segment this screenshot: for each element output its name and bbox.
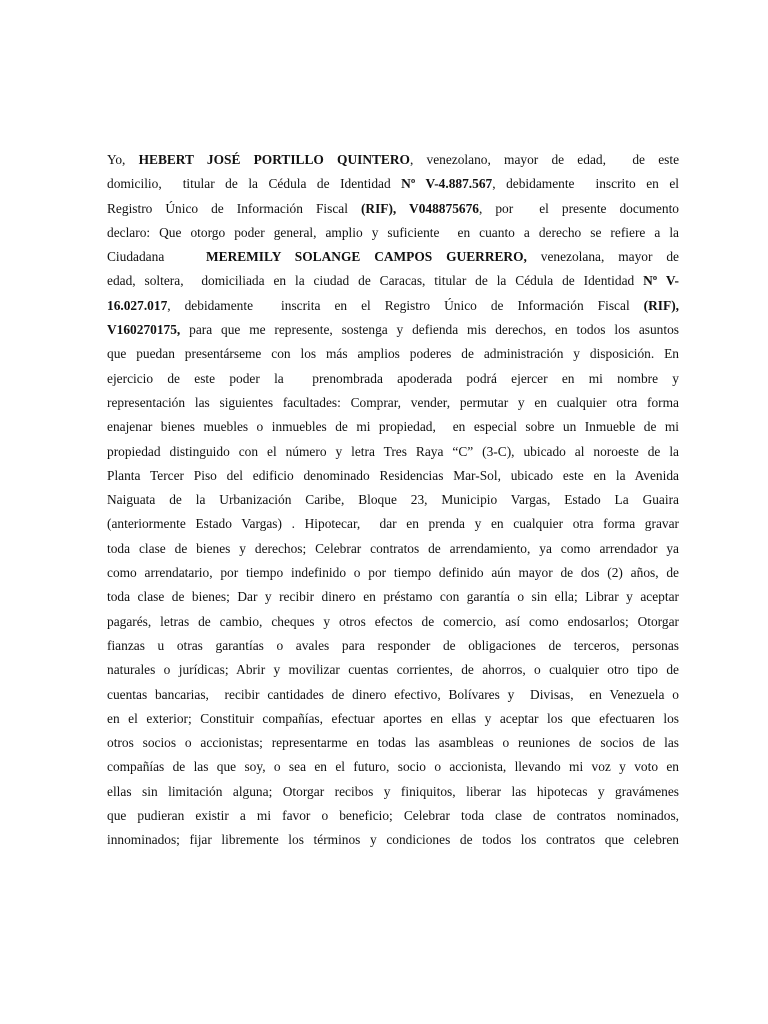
text-segment: enajenar bienes muebles o inmuebles de mi propiedad, en especial sobre un Inmueble de mi [107, 419, 679, 435]
text-line [107, 585, 679, 609]
text-segment: , por el presente documento [478, 200, 679, 216]
text-line [107, 512, 679, 536]
bold-text-segment: V160270175, [107, 322, 181, 338]
text-segment: como arrendatario, por tiempo indefinido o por tiempo definido aún mayor de dos (2) años, de [107, 565, 679, 581]
text-line [107, 221, 679, 245]
text-segment: ellas sin limitación alguna; Otorgar recibos y finiquitos, liberar las hipotecas y gravámenes [107, 783, 679, 799]
text-segment: ejercicio de este poder la prenombrada apoderada podrá ejercer en mi nombre y [107, 370, 679, 386]
text-segment: fianzas u otras garantías o avales para responder de obligaciones de terceros, personas [107, 637, 679, 653]
bold-text-segment: (RIF), [643, 297, 679, 313]
text-segment: en el exterior; Constituir compañías, efectuar aportes en ellas y aceptar los que efectuaren los [107, 710, 679, 726]
text-segment: declaro: Que otorgo poder general, amplio y suficiente en cuanto a derecho se refiere a la [107, 224, 679, 240]
text-line [107, 634, 679, 658]
text-segment: que pudieran existir a mi favor o beneficio; Celebrar toda clase de contratos nominados, [107, 808, 679, 824]
text-segment: edad, soltera, domiciliada en la ciudad de Caracas, titular de la Cédula de Identidad [107, 273, 644, 289]
text-line [107, 828, 679, 852]
text-line [107, 415, 679, 439]
text-segment: toda clase de bienes; Dar y recibir dinero en préstamo con garantía o sin ella; Librar y aceptar [107, 589, 679, 605]
text-line [107, 488, 679, 512]
document-body [107, 148, 679, 853]
text-segment: pagarés, letras de cambio, cheques y otros efectos de comercio, así como endosarlos; Otorgar [107, 613, 679, 629]
text-line [107, 464, 679, 488]
text-segment: , venezolano, mayor de edad, de este [409, 152, 679, 167]
text-line [107, 440, 679, 464]
bold-text-segment: Nº V-4.887.567 [401, 176, 493, 192]
text-segment: innominados; fijar libremente los términos y condiciones de todos los contratos que celebren [107, 832, 679, 848]
text-line [107, 561, 679, 585]
text-line [107, 780, 679, 804]
text-line [107, 391, 679, 415]
text-line [107, 342, 679, 366]
text-line [107, 269, 679, 293]
text-segment: otros socios o accionistas; representarme en todas las asambleas o reuniones de socios de las [107, 735, 679, 751]
text-segment: Yo, [107, 152, 139, 167]
text-line [107, 804, 679, 828]
text-segment: naturales o jurídicas; Abrir y movilizar cuentas corrientes, de ahorros, o cualquier otro tipo de [107, 662, 679, 678]
text-segment: cuentas bancarias, recibir cantidades de dinero efectivo, Bolívares y Divisas, en Venezuela o [107, 686, 679, 702]
text-segment: , debidamente inscrito en el [492, 176, 679, 192]
text-segment: Planta Tercer Piso del edificio denominado Residencias Mar-Sol, ubicado este en la Avenida [107, 467, 679, 483]
text-segment: (anteriormente Estado Vargas) . Hipotecar, dar en prenda y en cualquier otra forma gravar [107, 516, 679, 532]
text-segment: propiedad distinguido con el número y letra Tres Raya “C” (3-C), ubicado al noroeste de la [107, 443, 679, 459]
text-segment: compañías de las que soy, o sea en el futuro, socio o accionista, llevando mi voz y voto en [107, 759, 679, 775]
text-line [107, 683, 679, 707]
text-line [107, 537, 679, 561]
bold-text-segment: MEREMILY SOLANGE CAMPOS GUERRERO, [206, 249, 527, 265]
text-segment: , debidamente inscrita en el Registro Único de Información Fiscal [167, 297, 644, 313]
text-line [107, 245, 679, 269]
text-segment: Registro Único de Información Fiscal [107, 200, 361, 216]
text-line [107, 610, 679, 634]
text-segment: Naiguata de la Urbanización Caribe, Bloque 23, Municipio Vargas, Estado La Guaira [107, 492, 679, 508]
text-line [107, 707, 679, 731]
text-line [107, 658, 679, 682]
text-line [107, 172, 679, 196]
bold-text-segment: HEBERT JOSÉ PORTILLO QUINTERO [138, 152, 410, 167]
text-segment: que puedan presentárseme con los más amplios poderes de administración y disposición. En [107, 346, 679, 362]
bold-text-segment: Nº V- [643, 273, 679, 289]
text-line [107, 755, 679, 779]
text-segment: para que me represente, sostenga y defienda mis derechos, en todos los asuntos [180, 322, 679, 338]
text-segment: Ciudadana [107, 249, 206, 265]
text-line [107, 148, 679, 172]
text-segment: toda clase de bienes y derechos; Celebrar contratos de arrendamiento, ya como arrendador ya [107, 540, 679, 556]
bold-text-segment: (RIF), V048875676 [360, 200, 479, 216]
text-line [107, 731, 679, 755]
text-segment: domicilio, titular de la Cédula de Identidad [107, 176, 402, 192]
bold-text-segment: 16.027.017 [107, 297, 168, 313]
text-line [107, 294, 679, 318]
text-segment: representación las siguientes facultades: Comprar, vender, permutar y en cualquier otra forma [107, 394, 679, 410]
text-segment: venezolana, mayor de [526, 249, 679, 265]
text-line [107, 318, 679, 342]
text-line [107, 197, 679, 221]
text-line [107, 367, 679, 391]
